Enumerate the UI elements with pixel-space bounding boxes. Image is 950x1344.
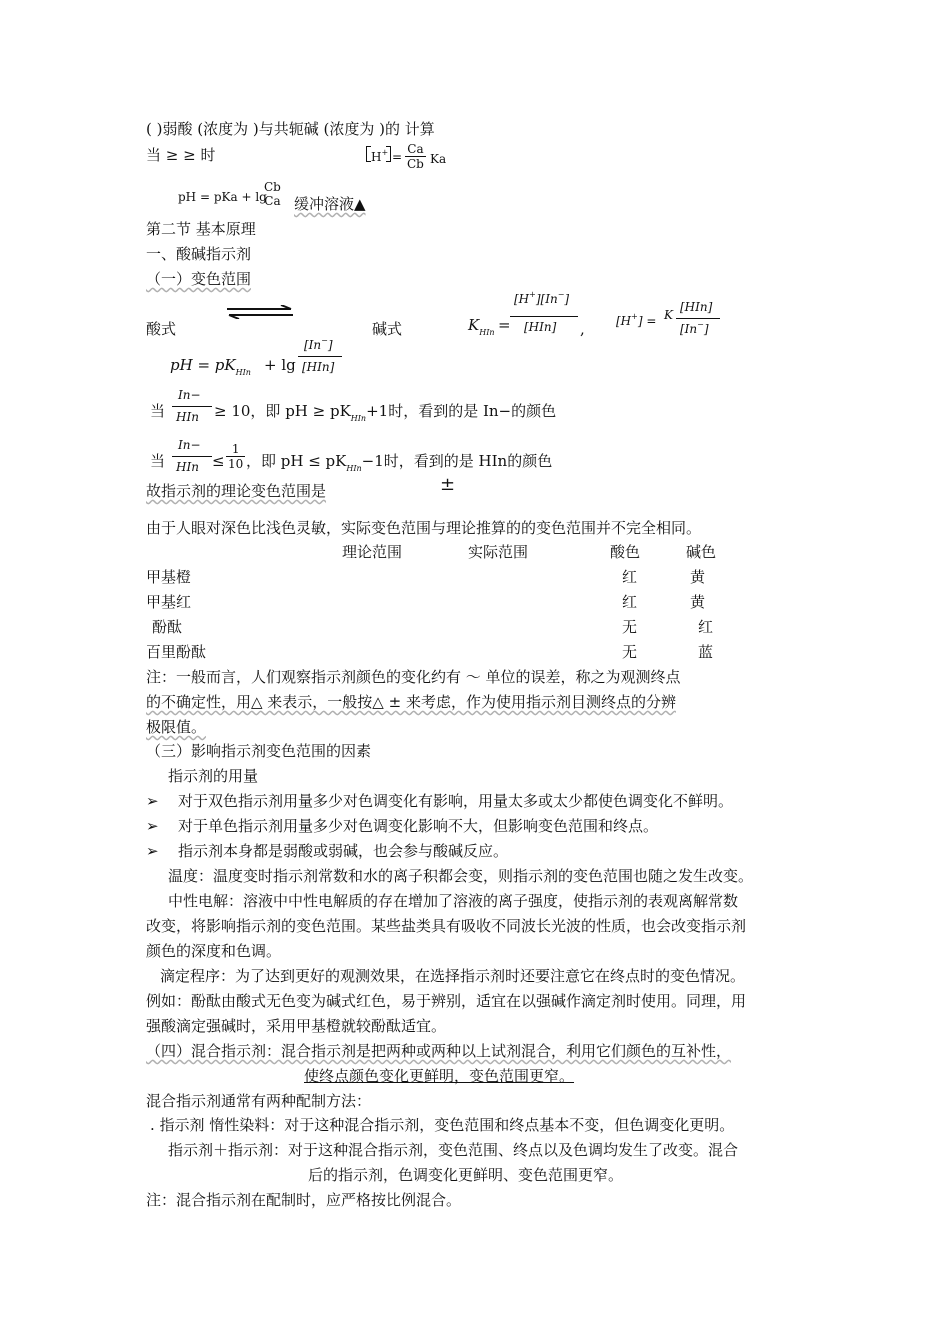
k-hin-fraction: [H+][In−] [HIn] [510,292,580,344]
header-base-color: 碱色 [686,543,717,561]
row-name: 甲基橙 [146,568,192,586]
ka-label: Ka [430,152,447,166]
le-sign: ≤ [212,452,225,470]
when-label-2: 当 [150,452,166,470]
bullet-item: 指示剂本身都是弱酸或弱碱，也会参与酸碱反应。 [178,842,509,860]
plus-minus-sign: ± [440,474,456,495]
bullet-arrow-icon: ➢ [146,817,159,835]
row-acid: 红 [622,568,638,586]
row-acid: 无 [622,618,638,636]
theory-range-line: 故指示剂的理论变色范围是 [146,482,327,500]
acid-form-label: 酸式 [146,320,177,338]
section-title: 第二节 基本原理 [146,220,256,238]
equilibrium-arrow-icon [225,304,295,318]
procedure-paragraph-1: 滴定程序：为了达到更好的观测效果，在选择指示剂时还要注意它在终点时的变色情况。 [160,967,746,985]
electrolyte-paragraph-1: 中性电解：溶液中中性电解质的存在增加了溶液的离子强度，使指示剂的表观离解常数 [168,892,739,910]
k-equals: = [498,316,511,334]
bracket-right [386,146,391,162]
row-name: 甲基红 [146,593,192,611]
electrolyte-paragraph-3: 颜色的深度和色调。 [146,942,282,960]
cond1-text: ≥ 10，即 pH ≥ $pK_{HIn}+1$时，看到的是 In−的颜色 [214,402,557,423]
row-name: 酚酞 [152,618,183,636]
procedure-paragraph-2: 例如：酚酞由酸式无色变为碱式红色，易于辨别，适宜在以强碱作滴定剂时使用。同理，用 [146,992,747,1010]
row-acid: 无 [622,643,638,661]
subsection-indicators: 一、酸碱指示剂 [146,245,252,263]
mix-method-2b: 后的指示剂，色调变化更鲜明、变色范围更窄。 [308,1166,624,1184]
in-hin-fraction: [In−] [HIn] [298,328,344,380]
when-label-1: 当 [150,402,166,420]
k-hin-symbol: $K_{HIn}$ [468,316,495,337]
temperature-paragraph: 温度：温度变时指示剂常数和水的离子积都会变，则指示剂的变色范围也随之发生改变。 [168,867,754,885]
row-base: 黄 [690,593,706,611]
subsection-factors: （三）影响指示剂变色范围的因素 [146,742,372,760]
buffer-solution-label: 缓冲溶液▲ [294,195,366,213]
cb-ca-fraction: Cb Ca [264,180,281,208]
mixed-indicator-heading-1: （四）混合指示剂：混合指示剂是把两种或两种以上试剂混合，利用它们颜色的互补性， [146,1042,732,1060]
one-tenth-fraction: $\frac{1}{10}$ [228,442,244,471]
eye-sensitivity-note: 由于人眼对深色比浅色灵敏，实际变色范围与理论推算的的变色范围并不完全相同。 [146,519,702,537]
row-base: 黄 [690,568,706,586]
header-acid-color: 酸色 [610,543,641,561]
subsection-color-range: （一）变色范围 [146,270,252,288]
ca-cb-fraction: $\frac{Ca}{Cb}$ [407,142,424,171]
h-ion-expression: [H+] = K [HIn] [In−] [614,296,724,346]
mixed-indicator-heading-2: 使终点颜色变化更鲜明，变色范围更窄。 [304,1067,575,1085]
mix-methods-intro: 混合指示剂通常有两种配制方法： [146,1092,372,1110]
header-theory-range: 理论范围 [342,543,403,561]
h-ion: H+ [371,148,389,164]
equals-sign: = [392,150,403,164]
condition-text: 当 ≥ ≥ 时 [146,146,216,164]
row-base: 蓝 [698,643,714,661]
ratio-calc-heading: ( )弱酸 (浓度为 )与共轭碱 (浓度为 )的 计算 [146,120,435,138]
bullet-arrow-icon: ➢ [146,792,159,810]
cond2-fraction: In− HIn [172,428,218,482]
row-base: 红 [698,618,714,636]
header-actual-range: 实际范围 [468,543,529,561]
usage-heading: 指示剂的用量 [168,767,259,785]
bullet-item: 对于单色指示剂用量多少对色调变化影响不大，但影响变色范围和终点。 [178,817,659,835]
mix-method-2a: 指示剂＋指示剂：对于这种混合指示剂，变色范围、终点以及色调均发生了改变。混合 [168,1141,739,1159]
note-uncertainty-2: 的不确定性，用△ 来表示，一般按△ ± 来考虑，作为使用指示剂目测终点的分辨 [146,693,676,711]
row-name: 百里酚酞 [146,643,207,661]
comma: , [580,320,585,338]
bullet-item: 对于双色指示剂用量多少对色调变化有影响，用量太多或太少都使色调变化不鲜明。 [178,792,734,810]
base-form-label: 碱式 [372,320,403,338]
cond1-fraction: In− HIn [172,378,218,432]
ph-formula: pH = $pK_{HIn}$ [170,356,251,377]
mix-method-1: . 指示剂 惰性染料：对于这种混合指示剂，变色范围和终点基本不变，但色调变化更明。 [150,1116,735,1134]
note-uncertainty-3: 极限值。 [146,718,207,736]
final-note: 注：混合指示剂在配制时，应严格按比例混合。 [146,1191,462,1209]
row-acid: 红 [622,593,638,611]
electrolyte-paragraph-2: 改变，将影响指示剂的变色范围。某些盐类具有吸收不同波长光波的性质，也会改变指示剂 [146,917,747,935]
buffer-ph-formula: pH = pKa + lg [178,190,267,204]
bullet-arrow-icon: ➢ [146,842,159,860]
note-uncertainty-1: 注：一般而言，人们观察指示剂颜色的变化约有 ～ 单位的误差，称之为观测终点 [146,668,681,686]
procedure-paragraph-3: 强酸滴定强碱时，采用甲基橙就较酚酞适宜。 [146,1017,447,1035]
ph-lg: + lg [264,356,296,374]
cond2-text: ，即 pH ≤ $pK_{HIn}-1$时，看到的是 HIn的颜色 [246,452,553,473]
